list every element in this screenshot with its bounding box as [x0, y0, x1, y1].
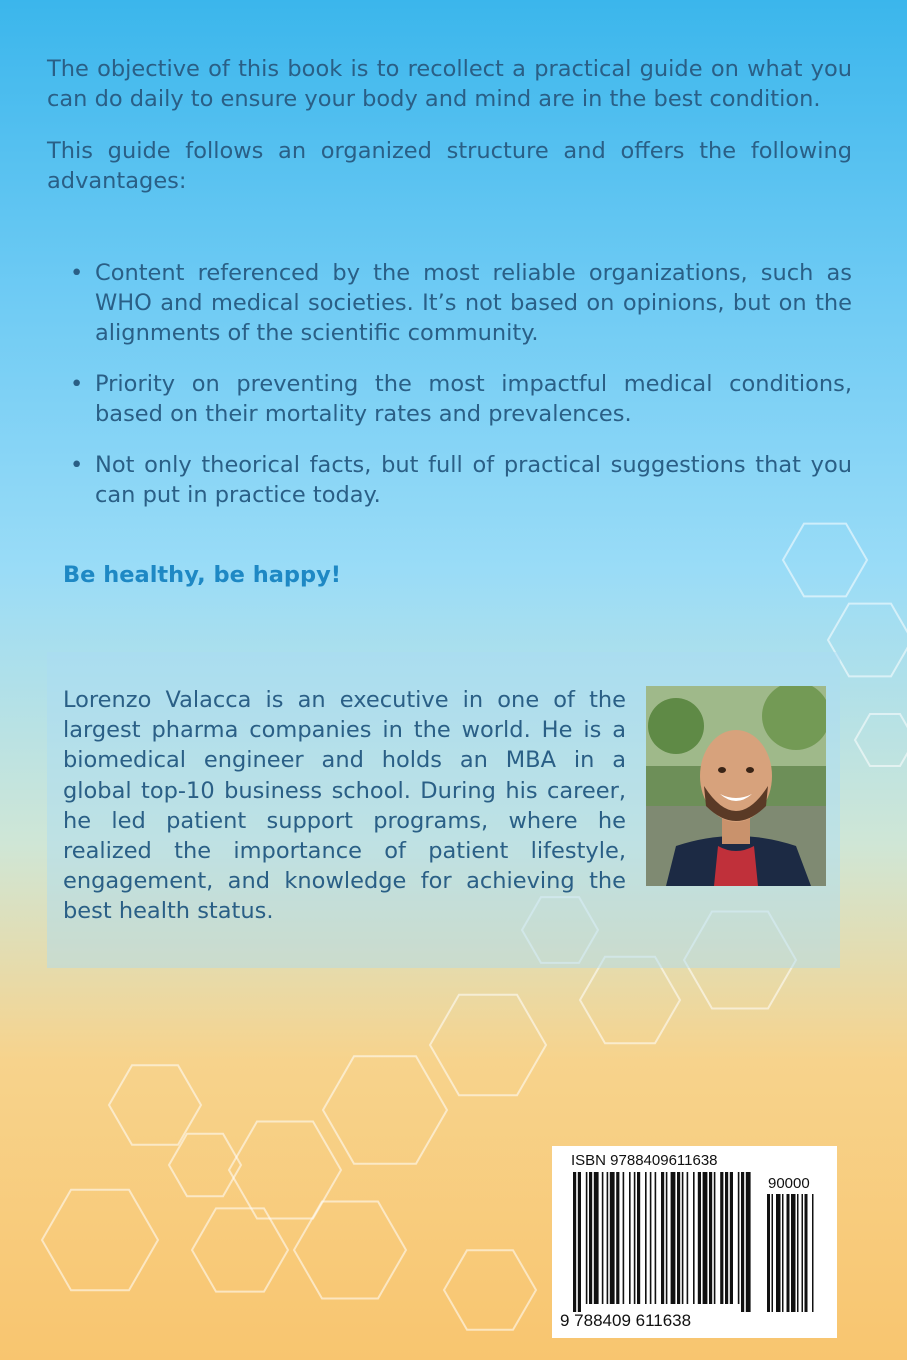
barcode-bar: [687, 1172, 689, 1304]
barcode-bar: [666, 1172, 668, 1304]
barcode-addon-bar: [776, 1194, 781, 1312]
barcode-bar: [573, 1172, 576, 1312]
hexagon-shape: [192, 1208, 288, 1291]
barcode-bar: [746, 1172, 751, 1312]
author-photo: [646, 686, 826, 886]
barcode-addon-bar: [772, 1194, 774, 1312]
barcode-bar: [637, 1172, 640, 1304]
price-code: 90000: [768, 1175, 810, 1192]
motto-heading: Be healthy, be happy!: [63, 562, 342, 588]
hexagon-shape: [430, 995, 546, 1095]
barcode-addon-bar: [812, 1194, 814, 1312]
barcode-addon-bar: [791, 1194, 796, 1312]
bullet-icon: •: [70, 260, 84, 286]
advantage-item: • Content referenced by the most reliable organizations, such as WHO and medical societies. It’s not based on opinions, but on the alignments of the scientific community.: [70, 260, 852, 346]
advantage-item: • Not only theorical facts, but full of practical suggestions that you can put in practice today.: [70, 452, 852, 508]
barcode-bar: [671, 1172, 676, 1304]
barcode-bar: [703, 1172, 708, 1304]
barcode-bar: [655, 1172, 657, 1304]
barcode-bar: [634, 1172, 636, 1304]
barcode-bar: [693, 1172, 695, 1304]
hexagon-shape: [323, 1056, 447, 1163]
barcode-bar: [709, 1172, 712, 1304]
intro-paragraph-structure: This guide follows an organized structure and offers the following advantages:: [47, 138, 852, 194]
barcode-bar: [661, 1172, 664, 1304]
barcode-bar: [589, 1172, 592, 1304]
intro-section: [47, 54, 852, 218]
barcode-digits: 9 788409 611638: [560, 1311, 692, 1330]
barcode-bar: [682, 1172, 684, 1304]
hexagon-shape: [294, 1202, 406, 1299]
barcode-bar: [629, 1172, 631, 1304]
barcode-bar: [741, 1172, 744, 1312]
barcode-bar: [586, 1172, 588, 1304]
barcode-bars: [571, 1172, 821, 1312]
advantages-list: [70, 258, 852, 531]
barcode-bar: [645, 1172, 647, 1304]
hexagon-shape: [42, 1190, 158, 1290]
author-bio: Lorenzo Valacca is an executive in one of the largest pharma companies in the world. He is a biomedical engineer and holds an MBA in a global top-10 business school. During his career, he led patient support programs, where he realized the importance of patient lifestyle, engagement, and knowledge for achieving the best health status.: [63, 687, 626, 925]
barcode-bar: [610, 1172, 615, 1304]
barcode-bar: [616, 1172, 619, 1304]
barcode-bar: [720, 1172, 723, 1304]
barcode-addon-bar: [802, 1194, 804, 1312]
barcode-addon-bar: [767, 1194, 770, 1312]
barcode-bar: [677, 1172, 680, 1304]
barcode-bar: [578, 1172, 581, 1312]
hexagon-shape: [444, 1250, 536, 1330]
advantage-item: • Priority on preventing the most impactful medical conditions, based on their mortality rates and prevalences.: [70, 371, 852, 427]
intro-paragraph-objective: The objective of this book is to recollect a practical guide on what you can do daily to ensure your body and mind are in the best condition.: [47, 56, 852, 112]
barcode-bar: [602, 1172, 604, 1304]
barcode-bar: [607, 1172, 609, 1304]
isbn-barcode: [552, 1146, 837, 1338]
hexagon-shape: [229, 1122, 341, 1219]
barcode-bar: [650, 1172, 652, 1304]
barcode-bar: [730, 1172, 733, 1304]
barcode-addon-bar: [805, 1194, 808, 1312]
author-section: [47, 652, 840, 968]
hexagon-shape: [855, 714, 907, 766]
hexagon-shape: [783, 524, 867, 597]
barcode-bar: [623, 1172, 625, 1304]
barcode-addon-bar: [782, 1194, 784, 1312]
barcode-bar: [698, 1172, 701, 1304]
bullet-icon: •: [70, 371, 84, 397]
barcode-bar: [725, 1172, 728, 1304]
barcode-addon-bar: [787, 1194, 790, 1312]
barcode-addon-bar: [797, 1194, 799, 1312]
isbn-label: ISBN 9788409611638: [571, 1152, 718, 1169]
bullet-icon: •: [70, 452, 84, 478]
hexagon-shape: [580, 957, 680, 1044]
barcode-bar: [594, 1172, 599, 1304]
barcode-bar: [738, 1172, 740, 1304]
barcode-bar: [714, 1172, 716, 1304]
